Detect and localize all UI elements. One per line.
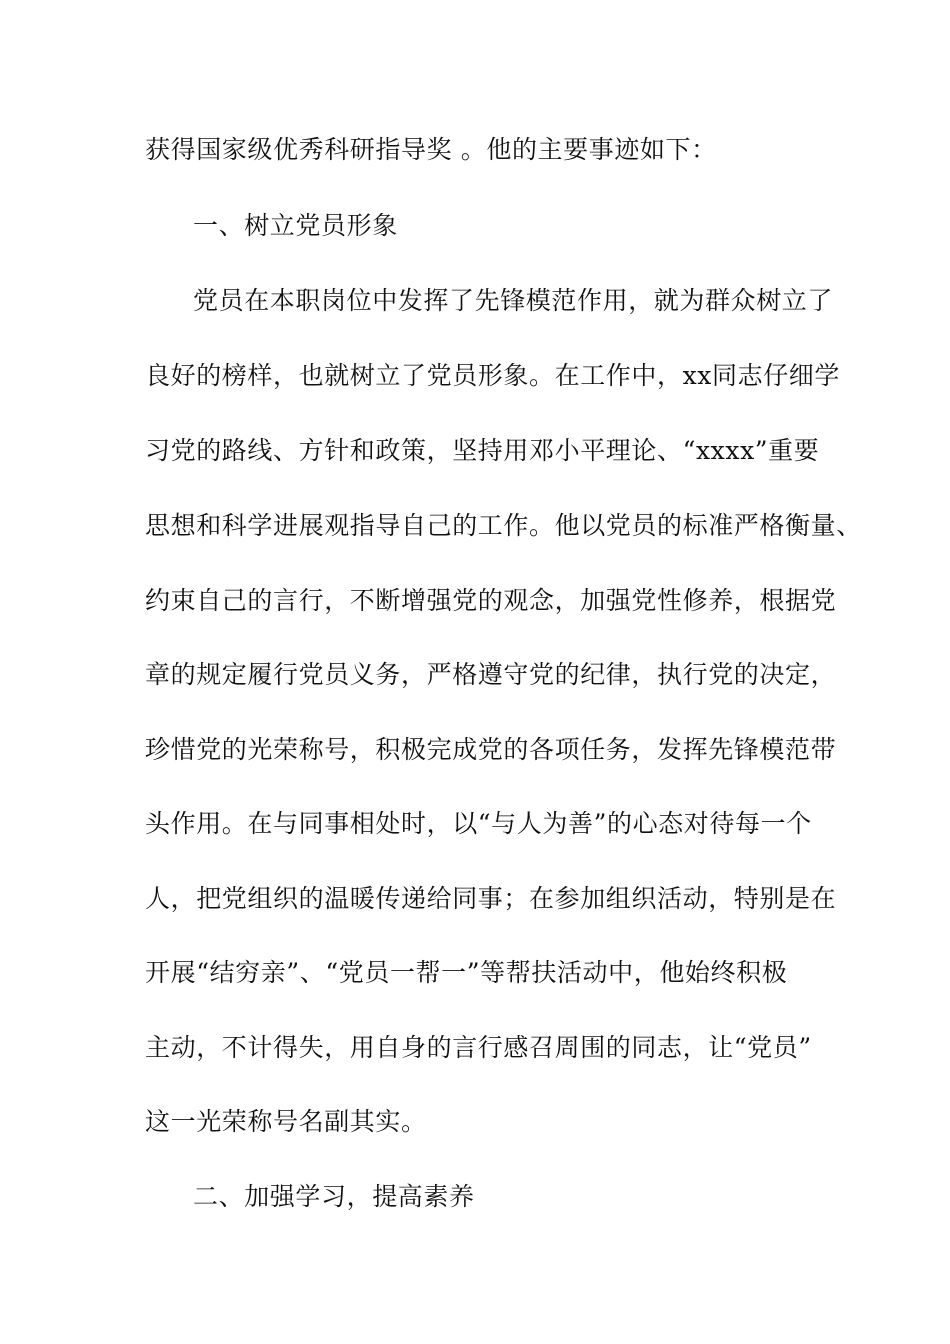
section-heading-2: 二、加强学习，提高素养 bbox=[193, 1182, 475, 1211]
paragraph-line: 开展“结穷亲”、“党员一帮一”等帮扶活动中，他始终积极 bbox=[145, 958, 788, 987]
paragraph-line: 获得国家级优秀科研指导奖 。他的主要事迹如下： bbox=[145, 135, 717, 164]
paragraph-line: 这一光荣称号名副其实。 bbox=[145, 1107, 427, 1136]
paragraph-line: 约束自己的言行，不断增强党的观念，加强党性修养，根据党 bbox=[145, 586, 837, 615]
section-heading-1: 一、树立党员形象 bbox=[193, 211, 398, 240]
paragraph-line: 党员在本职岗位中发挥了先锋模范作用，就为群众树立了 bbox=[193, 286, 834, 315]
paragraph-line: 头作用。在与同事相处时，以“与人为善”的心态对待每一个 bbox=[145, 809, 812, 838]
paragraph-line: 主动，不计得失，用自身的言行感召周围的同志，让“党员” bbox=[145, 1033, 812, 1062]
paragraph-line: 章的规定履行党员义务，严格遵守党的纪律，执行党的决定， bbox=[145, 660, 837, 689]
paragraph-line: 习党的路线、方针和政策，坚持用邓小平理论、“xxxx”重要 bbox=[145, 436, 820, 465]
paragraph-line: 珍惜党的光荣称号，积极完成党的各项任务，发挥先锋模范带 bbox=[145, 735, 837, 764]
paragraph-line: 人，把党组织的温暖传递给同事；在参加组织活动，特别是在 bbox=[145, 884, 837, 913]
paragraph-line: 思想和科学进展观指导自己的工作。他以党员的标准严格衡量、 bbox=[145, 511, 862, 540]
paragraph-line: 良好的榜样，也就树立了党员形象。在工作中，xx同志仔细学 bbox=[145, 361, 841, 390]
